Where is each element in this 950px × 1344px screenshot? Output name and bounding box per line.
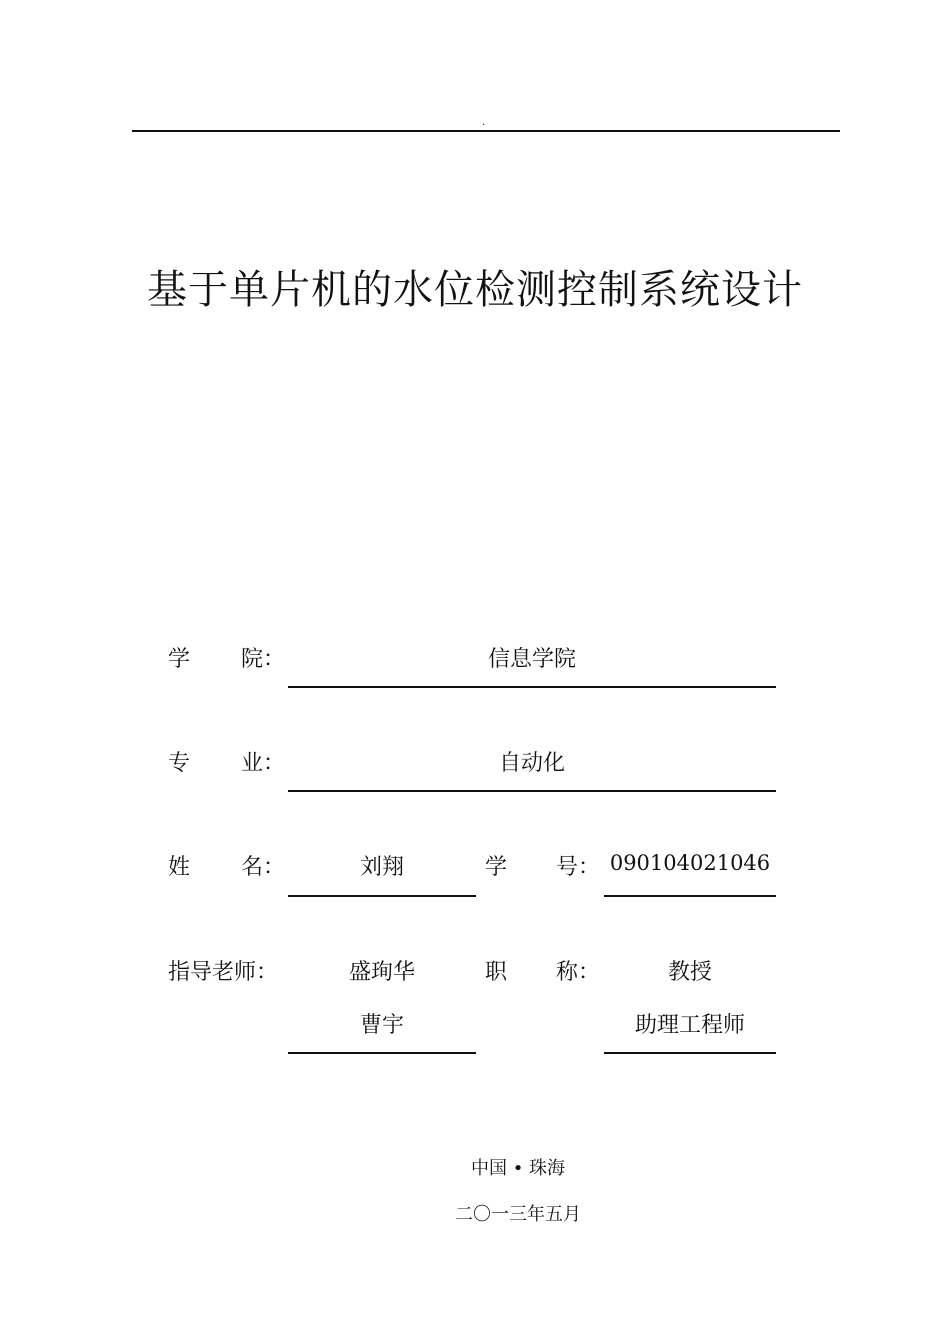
major-label-char2: 业： [241,751,286,776]
major-label-char1: 专 [168,751,191,776]
major-underline [288,790,776,792]
college-underline [288,686,776,688]
college-label-char2: 院： [241,647,286,672]
student-id-label-char2: 号： [556,855,601,880]
header-rule [132,130,840,132]
rank-label-char2: 称： [556,960,601,985]
document-title: 基于单片机的水位检测控制系统设计 [147,267,803,313]
footer-date: 二〇一三年五月 [455,1204,581,1225]
footer-place: 中国 • 珠海 [470,1158,566,1179]
rank-underline [604,1052,776,1054]
student-id-underline [604,895,776,897]
student-id-label-char1: 学 [485,855,508,880]
student-id-value: 090104021046 [609,851,771,875]
advisor-label: 指导老师： [168,960,279,985]
advisor-underline [288,1052,476,1054]
name-value: 刘翔 [359,855,404,880]
college-value: 信息学院 [487,647,576,672]
rank-value-1: 教授 [667,960,712,985]
name-label-char1: 姓 [168,855,191,880]
advisor-value-2: 曹宇 [359,1013,404,1038]
advisor-value-1: 盛珣华 [348,960,415,985]
major-value: 自动化 [498,751,565,776]
rank-label-char1: 职 [485,960,508,985]
header-mark: . [482,117,486,128]
rank-value-2: 助理工程师 [634,1013,745,1038]
college-label-char1: 学 [168,647,191,672]
name-underline [288,895,476,897]
name-label-char2: 名： [241,855,286,880]
